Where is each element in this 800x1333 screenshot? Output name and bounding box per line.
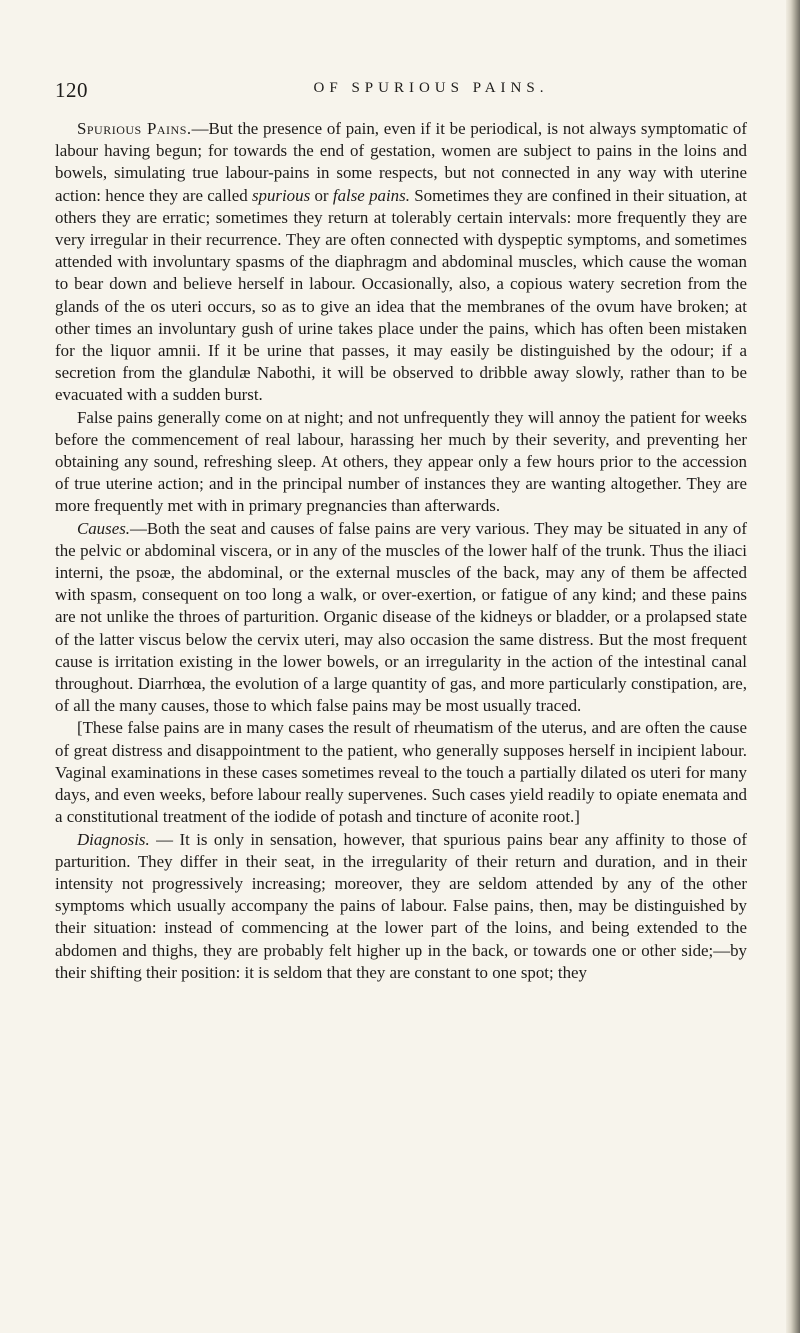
paragraph-rheumatism-note: [These false pains are in many cases the result of rheumatism of the uterus, and are often the cause of great distress and disappointment to the patient, who generally supposes herself in incipient labour. Vaginal examinations in these cases sometimes reveal to the touch a partially dilated os uteri for many days, and even weeks, before labour really supervenes. Such cases yield readily to opiate enemata and a constitutional treatment of the iodide of potash and tincture of aconite root.] — [55, 718, 747, 827]
paragraph-spurious-pains — [55, 118, 747, 407]
paragraph-text: or — [310, 185, 333, 205]
paragraph-diagnosis — [55, 829, 747, 984]
paragraph-text: —But the presence of pain, even if it be periodical, is not always symptomatic of labour having begun; for towards the end of gestation, women are subject to pains in the loins and bowels, simulating true labour-pains in some respects, but not connected in any way with uterine action: hence they are called — [55, 119, 747, 205]
book-page — [55, 78, 747, 984]
paragraph-false-pains: False pains generally come on at night; and not unfrequently they will annoy the patient for weeks before the commencement of real labour, harassing her much by their severity, and preventing her obtaining any sound, refreshing sleep. At others, they appear only a few hours prior to the accession of true uterine action; and in the principal number of instances they are wanting altogether. They are more frequently met with in primary pregnancies than afterwards. — [55, 407, 747, 516]
paragraph-text: Sometimes they are confined in their situation, at others they are erratic; sometimes they return at tolerably certain intervals: more frequently they are very irregular in their recurrence. They are often connected with dyspeptic symptoms, and sometimes attended with involuntary spasms of the diaphragm and abdominal muscles, which cause the woman to bear down and believe herself in labour. Occasionally, also, a copious watery secretion from the glands of the os uteri occurs, so as to give an idea that the membranes of the ovum have broken; at other times an involuntary gush of urine takes place under the pains, which has often been mistaken for the liquor amnii. If it be urine that passes, it may easily be distinguished by the odour; if a secretion from the glandulæ Nabothi, it will be observed to dribble away slowly, rather than to be evacuated with a sudden burst. — [55, 185, 747, 405]
section-lead-diagnosis: Diagnosis. — [76, 829, 150, 849]
page-edge-shadow — [786, 0, 800, 1333]
section-lead-spurious-pains: Spurious Pains. — [76, 119, 192, 138]
running-head — [55, 78, 747, 118]
paragraph-text: —Both the seat and causes of false pains are very various. They may be situated in any of the pelvic or abdominal viscera, or in any of the muscles of the lower half of the trunk. Thus the iliaci interni, the psoæ, the abdominal, or the external muscles of the back, may any of them be affected with spasm, consequent on too long a walk, or over-exertion, or fatigue of any kind; and these pains are not unlike the throes of parturition. Organic disease of the kidneys or bladder, or a prolapsed state of the latter viscus below the cervix uteri, may also occasion the same distress. But the most frequent cause is irritation existing in the lower bowels, or an irregularity in the action of the intestinal canal throughout. Diarrhœa, the evolution of a large quantity of gas, and more particularly constipation, are, of all the many causes, those to which false pains may be most usually traced. — [55, 518, 747, 716]
emphasis-term: false pains. — [332, 185, 410, 205]
paragraph-causes — [55, 518, 747, 718]
section-lead-causes: Causes. — [76, 518, 130, 538]
running-title: OF SPURIOUS PAINS. — [313, 80, 549, 96]
paragraph-text: — It is only in sensation, however, that spurious pains bear any affinity to those of parturition. They differ in their seat, in the irregularity of their return and duration, and in their intensity not progressively increasing; moreover, they are seldom attended by any of the other symptoms which usually accompany the pains of labour. False pains, then, may be distinguished by their situation: instead of commencing at the lower part of the loins, and being extended to the abdomen and thighs, they are probably felt higher up in the back, or towards one or other side;—by their shifting their position: it is seldom that they are constant to one spot; they — [55, 829, 747, 982]
emphasis-term: spurious — [251, 185, 311, 205]
page-number: 120 — [55, 78, 88, 102]
